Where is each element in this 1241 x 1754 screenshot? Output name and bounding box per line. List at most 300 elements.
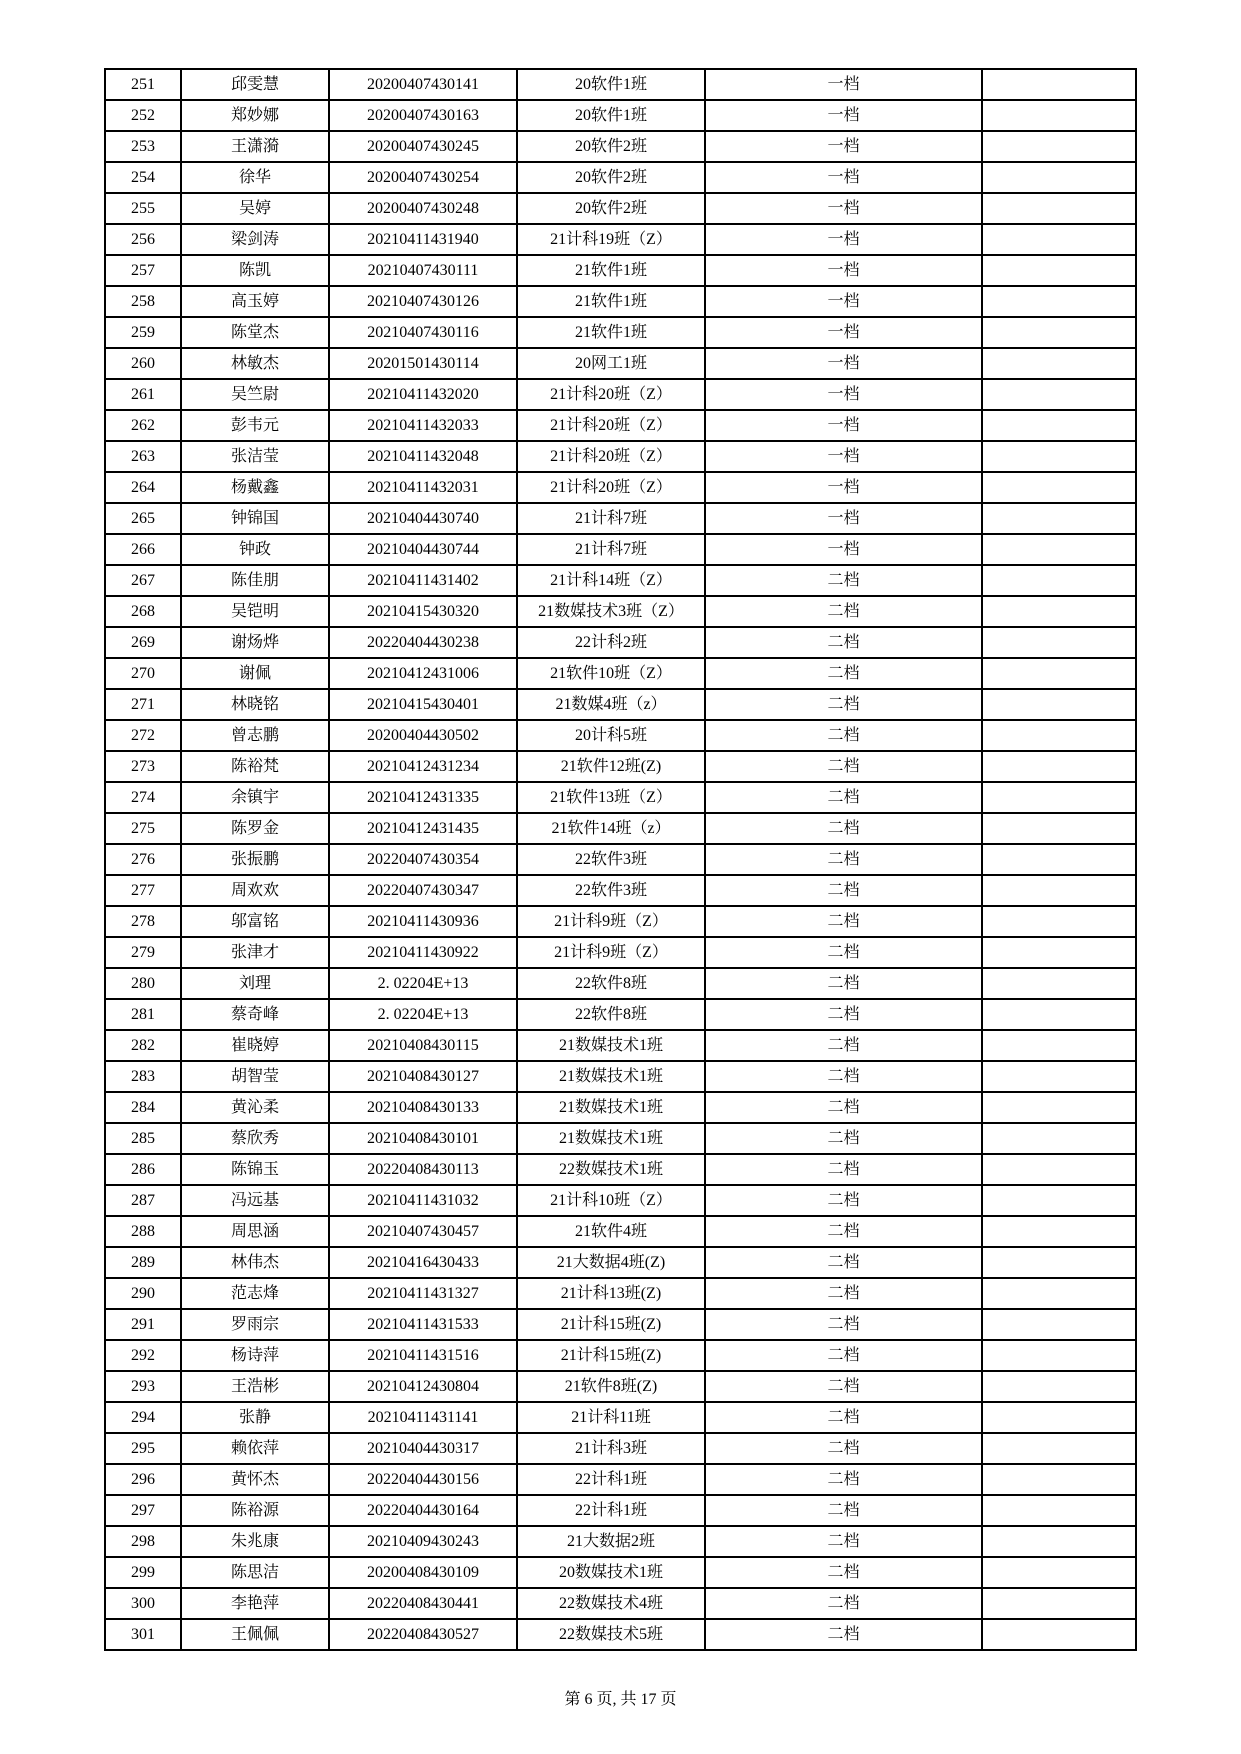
cell-student-id: 20220404430156 <box>329 1464 517 1495</box>
cell-student-name: 邱雯慧 <box>181 69 329 100</box>
cell-index: 267 <box>105 565 181 596</box>
cell-blank <box>982 534 1136 565</box>
table-row <box>105 596 1136 627</box>
cell-class-name: 21数媒技术3班（Z） <box>517 596 705 627</box>
cell-grade-tier: 一档 <box>705 69 982 100</box>
cell-student-id: 20210408430101 <box>329 1123 517 1154</box>
cell-grade-tier: 二档 <box>705 1278 982 1309</box>
cell-student-name: 林伟杰 <box>181 1247 329 1278</box>
cell-student-id: 20210408430115 <box>329 1030 517 1061</box>
cell-blank <box>982 441 1136 472</box>
cell-grade-tier: 二档 <box>705 1433 982 1464</box>
cell-class-name: 21软件13班（Z） <box>517 782 705 813</box>
table-row <box>105 1619 1136 1650</box>
cell-index: 264 <box>105 472 181 503</box>
cell-class-name: 21计科7班 <box>517 534 705 565</box>
cell-blank <box>982 875 1136 906</box>
cell-student-name: 张振鹏 <box>181 844 329 875</box>
cell-grade-tier: 二档 <box>705 1619 982 1650</box>
cell-blank <box>982 1557 1136 1588</box>
cell-class-name: 21数媒4班（z） <box>517 689 705 720</box>
cell-index: 296 <box>105 1464 181 1495</box>
cell-student-name: 杨诗萍 <box>181 1340 329 1371</box>
cell-blank <box>982 1619 1136 1650</box>
cell-index: 271 <box>105 689 181 720</box>
cell-index: 276 <box>105 844 181 875</box>
table-row <box>105 286 1136 317</box>
cell-grade-tier: 二档 <box>705 1495 982 1526</box>
cell-class-name: 20数媒技术1班 <box>517 1557 705 1588</box>
cell-student-name: 周思涵 <box>181 1216 329 1247</box>
cell-student-name: 黄怀杰 <box>181 1464 329 1495</box>
cell-student-name: 陈裕源 <box>181 1495 329 1526</box>
cell-student-id: 20210409430243 <box>329 1526 517 1557</box>
cell-class-name: 22软件3班 <box>517 844 705 875</box>
cell-blank <box>982 1247 1136 1278</box>
cell-index: 266 <box>105 534 181 565</box>
cell-student-id: 20210407430126 <box>329 286 517 317</box>
cell-student-id: 20210411431032 <box>329 1185 517 1216</box>
table-row <box>105 1340 1136 1371</box>
cell-index: 258 <box>105 286 181 317</box>
cell-index: 253 <box>105 131 181 162</box>
cell-index: 259 <box>105 317 181 348</box>
cell-grade-tier: 二档 <box>705 627 982 658</box>
cell-index: 290 <box>105 1278 181 1309</box>
cell-student-name: 周欢欢 <box>181 875 329 906</box>
cell-student-id: 20210411431327 <box>329 1278 517 1309</box>
cell-grade-tier: 二档 <box>705 1557 982 1588</box>
cell-grade-tier: 二档 <box>705 1154 982 1185</box>
cell-index: 273 <box>105 751 181 782</box>
cell-index: 282 <box>105 1030 181 1061</box>
cell-grade-tier: 一档 <box>705 441 982 472</box>
cell-student-id: 20220408430527 <box>329 1619 517 1650</box>
cell-blank <box>982 1216 1136 1247</box>
cell-class-name: 21软件14班（z） <box>517 813 705 844</box>
cell-index: 298 <box>105 1526 181 1557</box>
table-row <box>105 1123 1136 1154</box>
cell-blank <box>982 1030 1136 1061</box>
table-row <box>105 224 1136 255</box>
cell-student-name: 胡智莹 <box>181 1061 329 1092</box>
cell-blank <box>982 1433 1136 1464</box>
cell-index: 256 <box>105 224 181 255</box>
cell-class-name: 21计科20班（Z） <box>517 379 705 410</box>
cell-index: 283 <box>105 1061 181 1092</box>
cell-blank <box>982 131 1136 162</box>
cell-blank <box>982 596 1136 627</box>
cell-student-id: 20200407430254 <box>329 162 517 193</box>
cell-blank <box>982 1185 1136 1216</box>
table-row <box>105 193 1136 224</box>
cell-grade-tier: 二档 <box>705 1030 982 1061</box>
cell-class-name: 22数媒技术1班 <box>517 1154 705 1185</box>
cell-index: 261 <box>105 379 181 410</box>
cell-student-id: 20210408430127 <box>329 1061 517 1092</box>
cell-class-name: 21大数据2班 <box>517 1526 705 1557</box>
cell-student-name: 梁剑涛 <box>181 224 329 255</box>
cell-blank <box>982 1278 1136 1309</box>
cell-student-id: 2. 02204E+13 <box>329 968 517 999</box>
table-row <box>105 875 1136 906</box>
table-row <box>105 1185 1136 1216</box>
cell-class-name: 22数媒技术5班 <box>517 1619 705 1650</box>
cell-blank <box>982 193 1136 224</box>
cell-class-name: 21软件10班（Z） <box>517 658 705 689</box>
cell-student-name: 范志烽 <box>181 1278 329 1309</box>
cell-student-id: 20210404430744 <box>329 534 517 565</box>
cell-student-name: 谢佩 <box>181 658 329 689</box>
cell-grade-tier: 二档 <box>705 565 982 596</box>
cell-student-id: 20210415430401 <box>329 689 517 720</box>
cell-blank <box>982 1464 1136 1495</box>
cell-index: 252 <box>105 100 181 131</box>
cell-blank <box>982 813 1136 844</box>
table-row <box>105 1588 1136 1619</box>
cell-student-id: 20210411431141 <box>329 1402 517 1433</box>
cell-student-id: 20210407430111 <box>329 255 517 286</box>
cell-student-id: 20210412430804 <box>329 1371 517 1402</box>
table-row <box>105 813 1136 844</box>
table-row <box>105 100 1136 131</box>
cell-grade-tier: 二档 <box>705 1588 982 1619</box>
cell-class-name: 20软件1班 <box>517 69 705 100</box>
cell-index: 287 <box>105 1185 181 1216</box>
cell-grade-tier: 二档 <box>705 813 982 844</box>
table-row <box>105 751 1136 782</box>
table-row <box>105 689 1136 720</box>
table-row <box>105 658 1136 689</box>
cell-student-name: 刘理 <box>181 968 329 999</box>
cell-blank <box>982 1092 1136 1123</box>
cell-student-name: 黄沁柔 <box>181 1092 329 1123</box>
table-row <box>105 1433 1136 1464</box>
cell-student-name: 张洁莹 <box>181 441 329 472</box>
cell-class-name: 21计科20班（Z） <box>517 441 705 472</box>
cell-student-name: 崔晓婷 <box>181 1030 329 1061</box>
cell-student-name: 彭韦元 <box>181 410 329 441</box>
table-row <box>105 317 1136 348</box>
cell-blank <box>982 100 1136 131</box>
cell-student-name: 林晓铭 <box>181 689 329 720</box>
cell-class-name: 21软件1班 <box>517 317 705 348</box>
cell-index: 288 <box>105 1216 181 1247</box>
cell-class-name: 21计科9班（Z） <box>517 937 705 968</box>
cell-class-name: 21计科9班（Z） <box>517 906 705 937</box>
cell-index: 291 <box>105 1309 181 1340</box>
cell-class-name: 21计科11班 <box>517 1402 705 1433</box>
roster-table-body <box>105 69 1136 1650</box>
cell-index: 254 <box>105 162 181 193</box>
table-row <box>105 720 1136 751</box>
cell-blank <box>982 1371 1136 1402</box>
table-row <box>105 534 1136 565</box>
cell-class-name: 22软件3班 <box>517 875 705 906</box>
table-row <box>105 1371 1136 1402</box>
cell-class-name: 20软件1班 <box>517 100 705 131</box>
cell-grade-tier: 一档 <box>705 379 982 410</box>
cell-blank <box>982 565 1136 596</box>
table-row <box>105 255 1136 286</box>
cell-blank <box>982 503 1136 534</box>
cell-blank <box>982 937 1136 968</box>
cell-student-id: 20210411432031 <box>329 472 517 503</box>
cell-student-id: 20210411431402 <box>329 565 517 596</box>
cell-index: 284 <box>105 1092 181 1123</box>
cell-student-name: 高玉婷 <box>181 286 329 317</box>
cell-student-name: 陈堂杰 <box>181 317 329 348</box>
cell-grade-tier: 二档 <box>705 1309 982 1340</box>
cell-blank <box>982 689 1136 720</box>
cell-student-name: 冯远基 <box>181 1185 329 1216</box>
cell-grade-tier: 一档 <box>705 317 982 348</box>
cell-blank <box>982 720 1136 751</box>
cell-student-name: 王浩彬 <box>181 1371 329 1402</box>
cell-grade-tier: 二档 <box>705 689 982 720</box>
cell-class-name: 21数媒技术1班 <box>517 1092 705 1123</box>
cell-index: 286 <box>105 1154 181 1185</box>
cell-grade-tier: 一档 <box>705 100 982 131</box>
cell-student-id: 20210411432048 <box>329 441 517 472</box>
cell-class-name: 21数媒技术1班 <box>517 1030 705 1061</box>
cell-class-name: 22软件8班 <box>517 968 705 999</box>
cell-class-name: 22计科1班 <box>517 1495 705 1526</box>
table-row <box>105 1557 1136 1588</box>
cell-class-name: 22计科2班 <box>517 627 705 658</box>
cell-student-name: 郑妙娜 <box>181 100 329 131</box>
cell-grade-tier: 二档 <box>705 782 982 813</box>
cell-index: 278 <box>105 906 181 937</box>
cell-index: 299 <box>105 1557 181 1588</box>
cell-student-id: 20200407430248 <box>329 193 517 224</box>
cell-grade-tier: 二档 <box>705 1371 982 1402</box>
cell-grade-tier: 一档 <box>705 162 982 193</box>
table-row <box>105 627 1136 658</box>
table-row <box>105 441 1136 472</box>
cell-class-name: 21软件1班 <box>517 255 705 286</box>
cell-student-id: 20220404430238 <box>329 627 517 658</box>
cell-student-id: 20210412431435 <box>329 813 517 844</box>
cell-blank <box>982 162 1136 193</box>
cell-grade-tier: 二档 <box>705 937 982 968</box>
cell-class-name: 21数媒技术1班 <box>517 1123 705 1154</box>
cell-student-id: 20210411431516 <box>329 1340 517 1371</box>
cell-index: 265 <box>105 503 181 534</box>
cell-student-id: 20210411430936 <box>329 906 517 937</box>
cell-index: 281 <box>105 999 181 1030</box>
cell-grade-tier: 二档 <box>705 1464 982 1495</box>
cell-blank <box>982 224 1136 255</box>
cell-student-id: 20210411431940 <box>329 224 517 255</box>
cell-grade-tier: 二档 <box>705 875 982 906</box>
cell-student-id: 20200407430163 <box>329 100 517 131</box>
cell-index: 297 <box>105 1495 181 1526</box>
cell-student-name: 林敏杰 <box>181 348 329 379</box>
cell-class-name: 21计科15班(Z) <box>517 1340 705 1371</box>
cell-blank <box>982 1061 1136 1092</box>
cell-class-name: 20软件2班 <box>517 131 705 162</box>
cell-grade-tier: 二档 <box>705 906 982 937</box>
cell-class-name: 21计科3班 <box>517 1433 705 1464</box>
cell-student-id: 20200407430141 <box>329 69 517 100</box>
cell-class-name: 20软件2班 <box>517 193 705 224</box>
cell-blank <box>982 410 1136 441</box>
cell-index: 295 <box>105 1433 181 1464</box>
cell-student-id: 20210411430922 <box>329 937 517 968</box>
cell-grade-tier: 二档 <box>705 1402 982 1433</box>
cell-blank <box>982 255 1136 286</box>
cell-student-name: 陈凯 <box>181 255 329 286</box>
table-row <box>105 131 1136 162</box>
cell-grade-tier: 一档 <box>705 534 982 565</box>
cell-student-id: 20201501430114 <box>329 348 517 379</box>
cell-student-name: 钟政 <box>181 534 329 565</box>
cell-index: 279 <box>105 937 181 968</box>
cell-blank <box>982 1123 1136 1154</box>
cell-student-id: 20210407430116 <box>329 317 517 348</box>
page-footer: 第 6 页, 共 17 页 <box>564 1691 677 1708</box>
cell-student-name: 陈佳朋 <box>181 565 329 596</box>
cell-index: 300 <box>105 1588 181 1619</box>
cell-index: 285 <box>105 1123 181 1154</box>
table-row <box>105 1154 1136 1185</box>
cell-blank <box>982 69 1136 100</box>
cell-grade-tier: 一档 <box>705 193 982 224</box>
cell-index: 289 <box>105 1247 181 1278</box>
table-row <box>105 503 1136 534</box>
cell-student-name: 邬富铭 <box>181 906 329 937</box>
cell-grade-tier: 一档 <box>705 348 982 379</box>
cell-student-name: 朱兆康 <box>181 1526 329 1557</box>
cell-grade-tier: 二档 <box>705 1092 982 1123</box>
cell-blank <box>982 348 1136 379</box>
cell-blank <box>982 658 1136 689</box>
cell-student-id: 20210412431335 <box>329 782 517 813</box>
cell-index: 277 <box>105 875 181 906</box>
table-row <box>105 162 1136 193</box>
cell-class-name: 21软件8班(Z) <box>517 1371 705 1402</box>
cell-student-id: 20210415430320 <box>329 596 517 627</box>
cell-grade-tier: 一档 <box>705 224 982 255</box>
cell-index: 280 <box>105 968 181 999</box>
table-row <box>105 1495 1136 1526</box>
cell-class-name: 20软件2班 <box>517 162 705 193</box>
cell-index: 262 <box>105 410 181 441</box>
table-row <box>105 1464 1136 1495</box>
cell-grade-tier: 一档 <box>705 472 982 503</box>
cell-blank <box>982 999 1136 1030</box>
table-row <box>105 844 1136 875</box>
cell-grade-tier: 二档 <box>705 1123 982 1154</box>
table-row <box>105 379 1136 410</box>
cell-student-name: 陈锦玉 <box>181 1154 329 1185</box>
cell-grade-tier: 二档 <box>705 1061 982 1092</box>
cell-class-name: 21软件1班 <box>517 286 705 317</box>
table-row <box>105 1030 1136 1061</box>
cell-index: 260 <box>105 348 181 379</box>
cell-grade-tier: 二档 <box>705 751 982 782</box>
cell-class-name: 21计科13班(Z) <box>517 1278 705 1309</box>
cell-blank <box>982 1526 1136 1557</box>
table-row <box>105 69 1136 100</box>
cell-student-name: 陈裕梵 <box>181 751 329 782</box>
cell-class-name: 21软件4班 <box>517 1216 705 1247</box>
cell-student-id: 20220404430164 <box>329 1495 517 1526</box>
cell-class-name: 21大数据4班(Z) <box>517 1247 705 1278</box>
cell-grade-tier: 二档 <box>705 658 982 689</box>
cell-grade-tier: 一档 <box>705 131 982 162</box>
cell-index: 293 <box>105 1371 181 1402</box>
cell-index: 275 <box>105 813 181 844</box>
table-row <box>105 782 1136 813</box>
cell-blank <box>982 844 1136 875</box>
cell-grade-tier: 二档 <box>705 596 982 627</box>
cell-index: 294 <box>105 1402 181 1433</box>
table-row <box>105 1309 1136 1340</box>
cell-blank <box>982 286 1136 317</box>
cell-student-name: 罗雨宗 <box>181 1309 329 1340</box>
cell-blank <box>982 906 1136 937</box>
cell-class-name: 21计科20班（Z） <box>517 472 705 503</box>
cell-student-id: 20220407430347 <box>329 875 517 906</box>
table-row <box>105 348 1136 379</box>
cell-index: 301 <box>105 1619 181 1650</box>
cell-blank <box>982 1340 1136 1371</box>
table-row <box>105 472 1136 503</box>
cell-index: 274 <box>105 782 181 813</box>
cell-index: 257 <box>105 255 181 286</box>
cell-grade-tier: 二档 <box>705 1247 982 1278</box>
cell-index: 269 <box>105 627 181 658</box>
cell-index: 251 <box>105 69 181 100</box>
cell-student-id: 20210404430317 <box>329 1433 517 1464</box>
cell-student-id: 20220407430354 <box>329 844 517 875</box>
cell-grade-tier: 二档 <box>705 720 982 751</box>
cell-blank <box>982 1309 1136 1340</box>
cell-student-id: 20200407430245 <box>329 131 517 162</box>
cell-index: 268 <box>105 596 181 627</box>
cell-class-name: 21计科20班（Z） <box>517 410 705 441</box>
cell-student-name: 张静 <box>181 1402 329 1433</box>
cell-student-id: 20210411431533 <box>329 1309 517 1340</box>
cell-student-name: 曾志鹏 <box>181 720 329 751</box>
table-row <box>105 968 1136 999</box>
cell-blank <box>982 379 1136 410</box>
table-row <box>105 1526 1136 1557</box>
cell-student-id: 20210411432033 <box>329 410 517 441</box>
cell-student-id: 20210404430740 <box>329 503 517 534</box>
cell-blank <box>982 782 1136 813</box>
cell-grade-tier: 二档 <box>705 999 982 1030</box>
cell-blank <box>982 968 1136 999</box>
cell-blank <box>982 627 1136 658</box>
table-row <box>105 1092 1136 1123</box>
cell-grade-tier: 二档 <box>705 1185 982 1216</box>
cell-index: 272 <box>105 720 181 751</box>
cell-student-id: 20210412431234 <box>329 751 517 782</box>
cell-student-id: 20210411432020 <box>329 379 517 410</box>
cell-grade-tier: 一档 <box>705 410 982 441</box>
cell-student-name: 吴婷 <box>181 193 329 224</box>
cell-student-name: 李艳萍 <box>181 1588 329 1619</box>
cell-grade-tier: 二档 <box>705 1526 982 1557</box>
cell-class-name: 20计科5班 <box>517 720 705 751</box>
cell-student-name: 王潇漪 <box>181 131 329 162</box>
cell-grade-tier: 二档 <box>705 844 982 875</box>
cell-student-id: 20220408430441 <box>329 1588 517 1619</box>
table-row <box>105 999 1136 1030</box>
